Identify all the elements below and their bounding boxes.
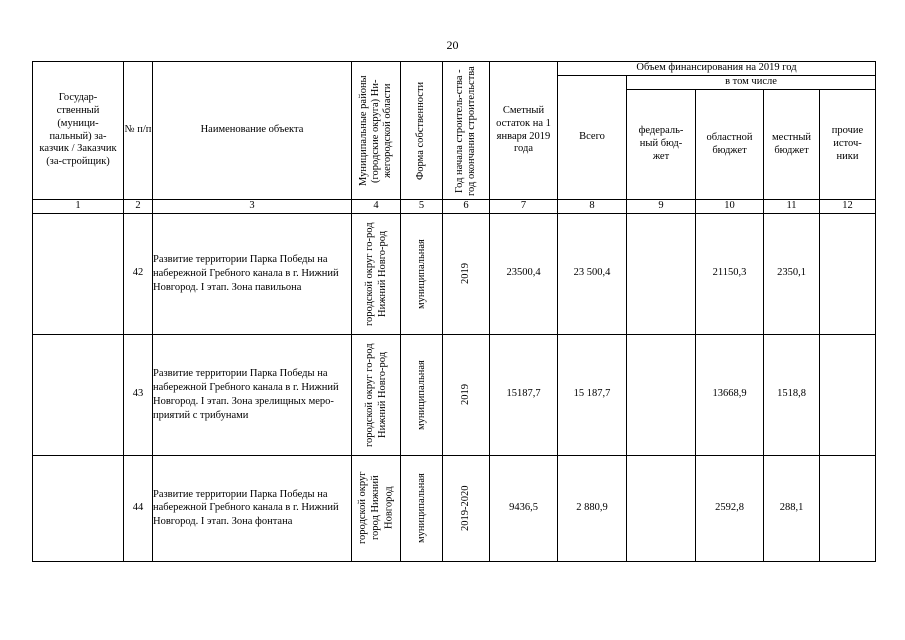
header-district-text: Муниципальные районы (городские округа) Ни-жегородской области [357, 75, 394, 186]
column-number: 9 [627, 200, 696, 214]
cell-no: 43 [124, 334, 153, 455]
header-no: № п/п [124, 62, 153, 200]
cell-years [443, 334, 490, 455]
cell-local: 1518,8 [764, 334, 820, 455]
cell-district-text: городской округ го-род Нижний Новго-род [363, 343, 388, 447]
column-number: 10 [696, 200, 764, 214]
header-local-text: местный бюджет [771, 131, 812, 156]
cell-federal [627, 213, 696, 334]
cell-other [820, 213, 876, 334]
cell-name: Развитие территории Парка Победы на набережной Гребного канала в г. Нижний Новгород. I этап. Зона павильона [153, 213, 352, 334]
financing-table [32, 61, 876, 562]
header-including: в том числе [627, 76, 876, 90]
cell-remainder: 23500,4 [490, 213, 558, 334]
header-total: Всего [558, 76, 627, 200]
header-customer-text: Государ-ственный (муници-пальный) за-казчик / Заказчик (за-стройщик) [39, 92, 117, 168]
cell-no: 44 [124, 455, 153, 561]
header-name: Наименование объекта [153, 62, 352, 200]
column-number: 7 [490, 200, 558, 214]
column-number: 1 [33, 200, 124, 214]
cell-ownership [401, 455, 443, 561]
cell-remainder: 15187,7 [490, 334, 558, 455]
cell-customer [33, 455, 124, 561]
header-ownership [401, 62, 443, 200]
cell-other [820, 334, 876, 455]
cell-federal [627, 334, 696, 455]
header-other-text: прочие источ-ники [831, 125, 864, 162]
column-number: 6 [443, 200, 490, 214]
cell-years-text: 2019 [460, 384, 472, 406]
header-financing: Объем финансирования на 2019 год [558, 62, 876, 76]
header-federal [627, 90, 696, 200]
cell-years-text: 2019-2020 [460, 485, 472, 532]
cell-total: 15 187,7 [558, 334, 627, 455]
cell-district-text: городской округ го-род Нижний Новго-род [363, 222, 388, 326]
table-row [33, 334, 876, 455]
cell-name: Развитие территории Парка Победы на набережной Гребного канала в г. Нижний Новгород. I этап. Зона фонтана [153, 455, 352, 561]
column-number: 12 [820, 200, 876, 214]
cell-regional: 21150,3 [696, 213, 764, 334]
table-row [33, 213, 876, 334]
cell-district [352, 455, 401, 561]
cell-ownership-text: муниципальная [415, 238, 427, 309]
cell-years [443, 455, 490, 561]
cell-no: 42 [124, 213, 153, 334]
cell-other [820, 455, 876, 561]
cell-federal [627, 455, 696, 561]
column-number: 2 [124, 200, 153, 214]
cell-customer [33, 213, 124, 334]
header-remainder-text: Сметный остаток на 1 января 2019 года [496, 104, 551, 155]
header-years [443, 62, 490, 200]
cell-ownership [401, 334, 443, 455]
header-remainder [490, 62, 558, 200]
cell-ownership-text: муниципальная [415, 359, 427, 430]
cell-name: Развитие территории Парка Победы на набережной Гребного канала в г. Нижний Новгород. I этап. Зона зрелищных меро-приятий с трибунами [153, 334, 352, 455]
header-ownership-text: Форма собственности [415, 81, 427, 180]
cell-district [352, 334, 401, 455]
cell-customer [33, 334, 124, 455]
column-number-row [33, 200, 876, 214]
cell-ownership [401, 213, 443, 334]
cell-remainder: 9436,5 [490, 455, 558, 561]
column-number: 8 [558, 200, 627, 214]
column-number: 11 [764, 200, 820, 214]
header-regional [696, 90, 764, 200]
cell-regional: 2592,8 [696, 455, 764, 561]
cell-district-text: городской округ город Нижний Новгород [357, 472, 395, 545]
page-number: 20 [446, 38, 459, 52]
column-number: 4 [352, 200, 401, 214]
header-other [820, 90, 876, 200]
column-number: 3 [153, 200, 352, 214]
cell-local: 2350,1 [764, 213, 820, 334]
column-number: 5 [401, 200, 443, 214]
cell-total: 23 500,4 [558, 213, 627, 334]
table-row [33, 455, 876, 561]
cell-district [352, 213, 401, 334]
header-federal-text: федераль-ный бюд-жет [638, 125, 684, 162]
cell-ownership-text: муниципальная [415, 473, 427, 544]
header-regional-text: областной бюджет [706, 131, 753, 156]
cell-years-text: 2019 [460, 263, 472, 285]
cell-regional: 13668,9 [696, 334, 764, 455]
header-customer [33, 62, 124, 200]
header-district [352, 62, 401, 200]
cell-local: 288,1 [764, 455, 820, 561]
header-years-text: Год начала строитель-ства - год окончания строительства [453, 65, 477, 196]
cell-years [443, 213, 490, 334]
cell-total: 2 880,9 [558, 455, 627, 561]
header-local [764, 90, 820, 200]
